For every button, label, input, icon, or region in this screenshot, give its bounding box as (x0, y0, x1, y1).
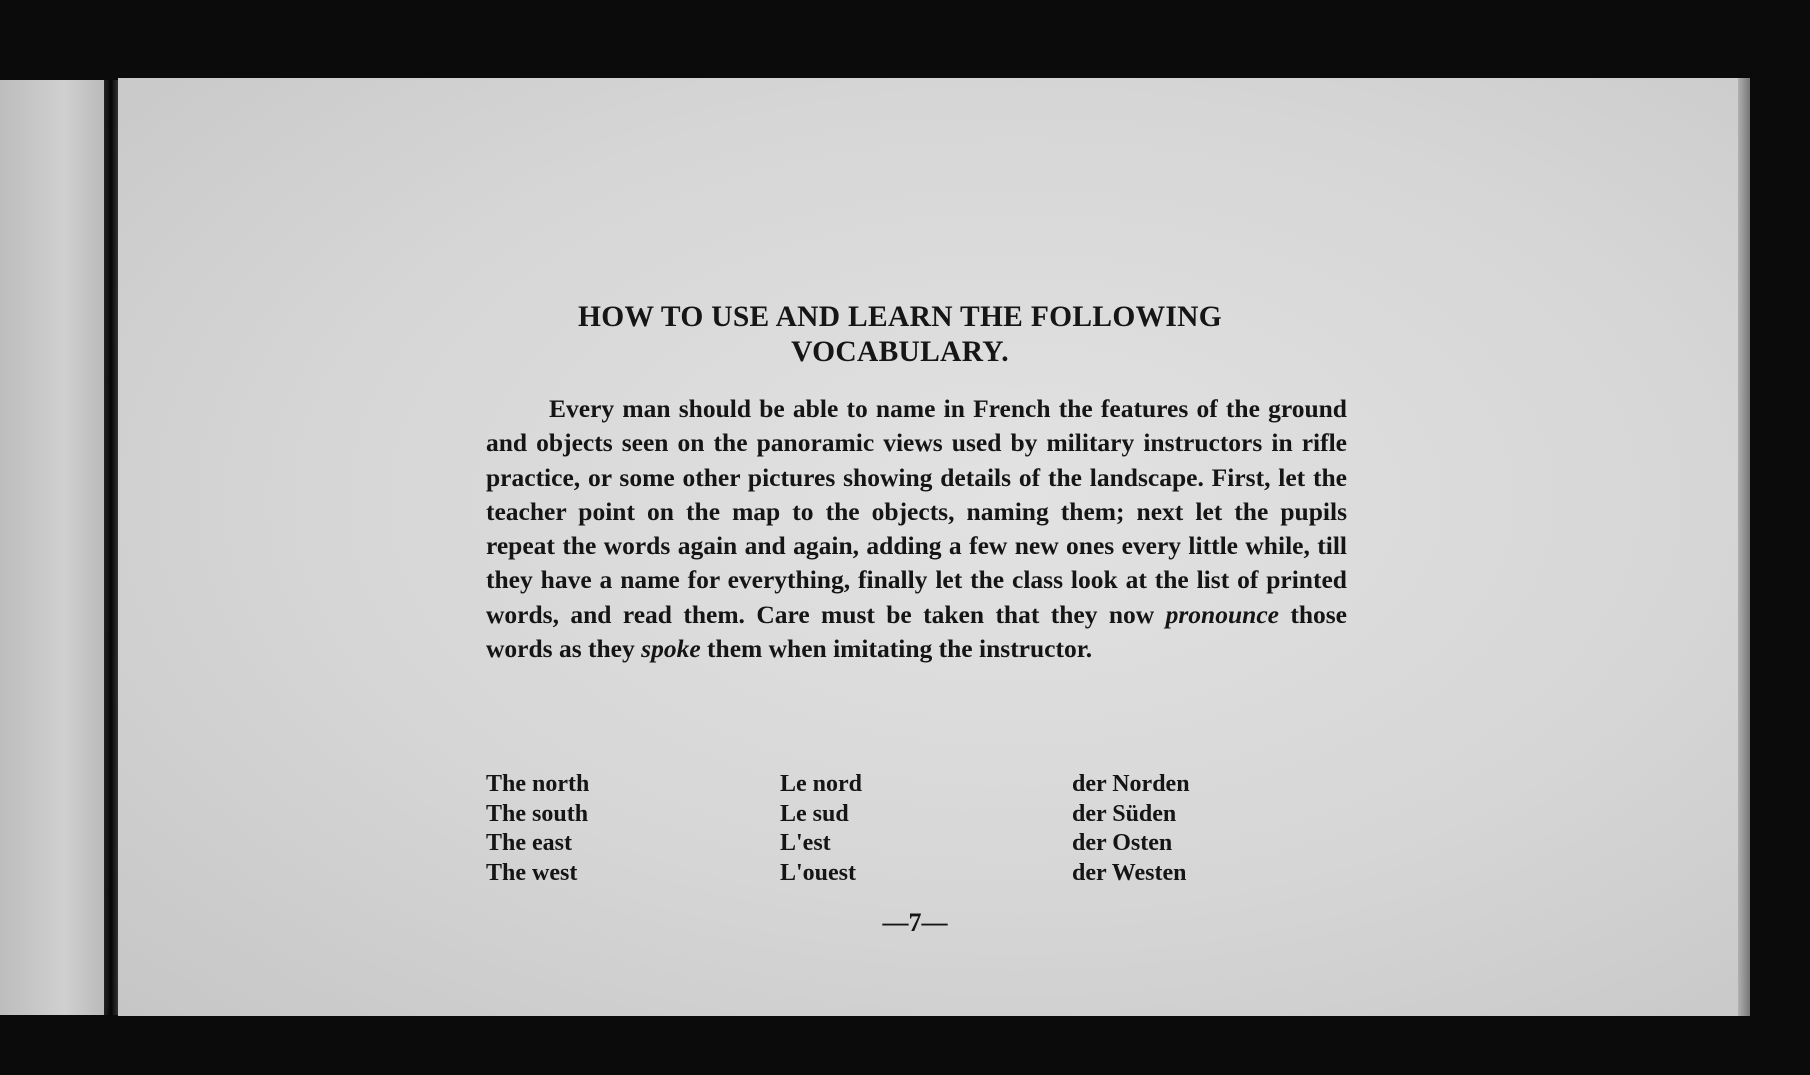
vocab-english: The west (486, 859, 578, 886)
emphasis-pronounce: pronounce (1165, 599, 1279, 629)
vocab-row (486, 770, 1246, 800)
heading-line-2: VOCABULARY. (791, 336, 1009, 368)
vocab-german: der Osten (1072, 830, 1173, 856)
paragraph-text-1: Every man should be able to name in French the features of the ground and objects seen on the panoramic views used by military instructors in rifle practice, or some other pictures showing details of the landscape. First, let the teacher point on the map to the objects, naming them; next let the pupils repeat the words again and again, adding a few new ones every little while, till they have a name for everything, finally let the class look at the list of printed words, and read them. Care must be taken that they now (486, 394, 1347, 629)
emphasis-spoke: spoke (641, 634, 701, 664)
vocab-french: L'est (780, 830, 831, 856)
vocab-english: The south (486, 800, 589, 827)
vocab-english: The north (486, 771, 590, 797)
page-right-edge (1738, 78, 1750, 1016)
vocab-english: The east (486, 830, 572, 856)
vocab-french: L'ouest (780, 859, 857, 886)
page-heading (470, 300, 1330, 370)
vocab-german: der Süden (1072, 800, 1177, 827)
vocab-french: Le nord (780, 771, 863, 797)
vocab-german: der Westen (1072, 859, 1187, 886)
vocabulary-list (486, 770, 1246, 888)
book-spine (104, 80, 118, 1015)
heading-line-1: HOW TO USE AND LEARN THE FOLLOWING (577, 301, 1223, 333)
vocab-row (486, 859, 1246, 889)
instruction-paragraph (486, 392, 1347, 666)
vocab-row (486, 829, 1246, 859)
paragraph-text-3: them when imitating the instructor. (700, 634, 1093, 664)
left-page-edge (0, 80, 108, 1015)
vocab-german: der Norden (1072, 771, 1190, 797)
vocab-row (486, 800, 1246, 830)
paragraph-text-2: those words as they (486, 599, 1347, 664)
vocab-french: Le sud (780, 800, 849, 827)
page-number: —7— (882, 908, 948, 937)
